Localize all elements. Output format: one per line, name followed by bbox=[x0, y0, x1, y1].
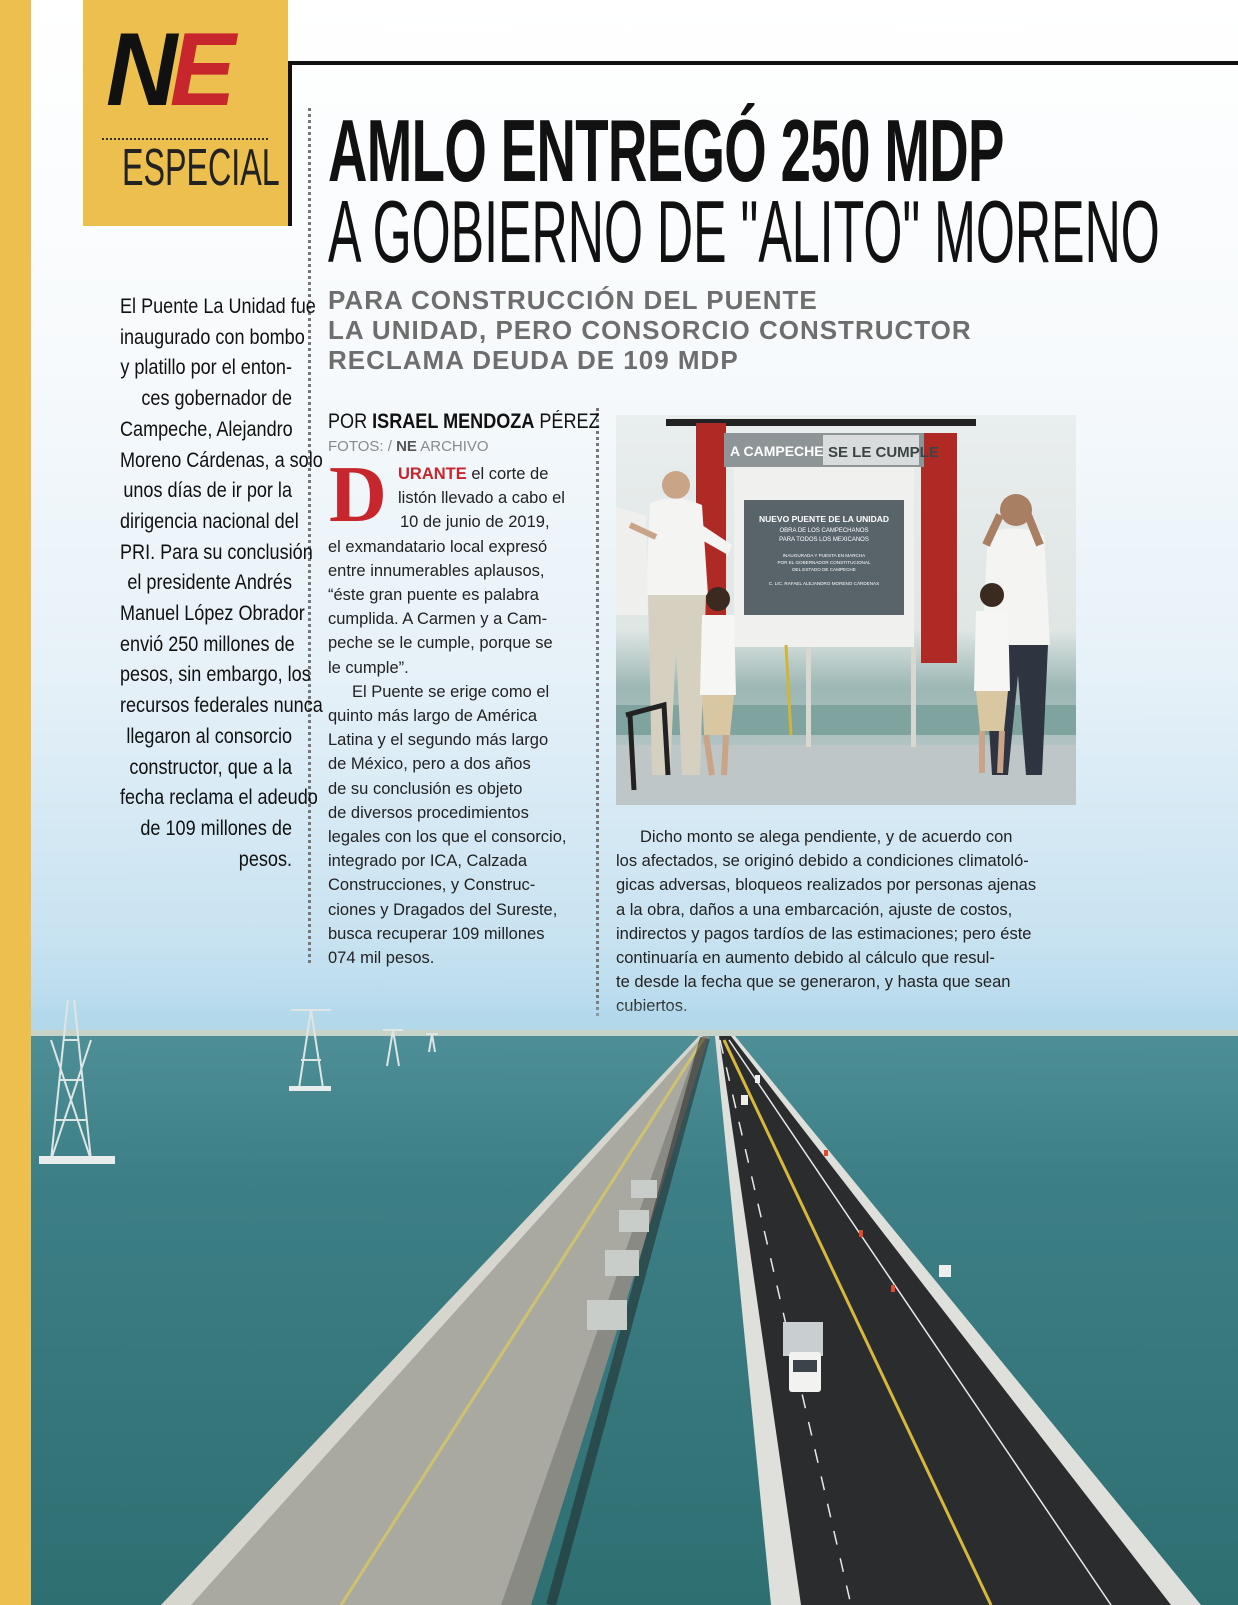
svg-text:OBRA DE LOS CAMPECHANOS: OBRA DE LOS CAMPECHANOS bbox=[779, 528, 869, 534]
svg-text:INAUGURADA Y PUESTA EN MARCHA: INAUGURADA Y PUESTA EN MARCHA bbox=[782, 553, 866, 558]
bridge-aerial-photo bbox=[31, 1000, 1238, 1605]
header-rule bbox=[288, 61, 1238, 65]
ne-logo: NE bbox=[106, 12, 229, 128]
subheadline-line: RECLAMA DEUDA DE 109 MDP bbox=[328, 345, 739, 375]
subheadline bbox=[328, 285, 1028, 375]
drop-cap: D bbox=[329, 451, 387, 539]
article-column-2: Dicho monto se alega pendiente, y de acuerdo con los afectados, se originó debido a condiciones climatoló- gicas adversas, bloqueos realizados por personas ajenas a la obra, daños a una embarcación, ajuste de costos, indirectos y pagos tardíos de las estimaciones; pero éste continuaría en aumento debido al cálculo que resul- te desde la fecha que se generaron, y hasta que sean bbox=[616, 828, 1037, 992]
byline: POR ISRAEL MENDOZA PÉREZ bbox=[328, 410, 600, 433]
section-label: ESPECIAL bbox=[121, 139, 280, 197]
column-divider bbox=[596, 408, 599, 1016]
banner-text-right: SE LE CUMPLE bbox=[828, 444, 939, 461]
plaque-title: NUEVO PUENTE DE LA UNIDAD bbox=[758, 514, 890, 524]
svg-text:PARA TODOS LOS MEXICANOS: PARA TODOS LOS MEXICANOS bbox=[779, 537, 869, 543]
svg-text:DEL ESTADO DE CAMPECHE: DEL ESTADO DE CAMPECHE bbox=[792, 567, 856, 572]
svg-text:POR EL GOBERNADOR CONSTITUCION: POR EL GOBERNADOR CONSTITUCIONAL bbox=[777, 560, 871, 565]
column-divider bbox=[308, 108, 311, 963]
banner-text-left: A CAMPECHE bbox=[730, 443, 824, 459]
svg-text:C. LIC. RAFAEL ALEJANDRO MOREN: C. LIC. RAFAEL ALEJANDRO MORENO CÁRDENAS bbox=[768, 581, 880, 586]
header-rule-vertical bbox=[288, 61, 292, 226]
headline-line-2: A GOBIERNO DE "ALITO" MORENO bbox=[328, 182, 1160, 281]
article-column-1: URANTE el corte de listón llevado a cabo el 10 de junio de 2019, el exmandatario local expresó entre innumerables aplausos, “éste gran puente es palabra cumplida. A Carmen y a Cam- peche se le cumple, porque se le cumple”. El Puente se erige como el quinto más largo de América Latina y el segundo más largo de México, pero a dos años de su conclusión es objeto de diversos procedimientos legales con los que el consorcio, integrado por ICA, Calzada Construcciones, y Construc- ciones y Dragados del Sureste, busca recuperar 109 millones 074 mil pesos. bbox=[328, 465, 567, 968]
inauguration-photo bbox=[616, 415, 1076, 805]
photo-credit: FOTOS: / NE ARCHIVO bbox=[328, 438, 489, 455]
left-gold-bar bbox=[0, 0, 31, 1605]
subheadline-line: LA UNIDAD, PERO CONSORCIO CONSTRUCTOR bbox=[328, 315, 972, 345]
sidebar-summary: El Puente La Unidad fue inaugurado con bombo y platillo por el enton- ces gobernador de Campeche, Alejandro Moreno Cárdenas, a solo unos días de ir por la dirigencia nacional del PRI. Para su conclusión el presidente Andrés Manuel López Obrador envió 250 millones de pesos, sin embargo, los recursos federales nunca llegaron al consorcio constructor, que a la fecha reclama el adeudo de 109 millones de pesos. bbox=[120, 295, 323, 871]
headline-line-1: AMLO ENTREGÓ 250 MDP bbox=[328, 101, 1004, 200]
subheadline-line: PARA CONSTRUCCIÓN DEL PUENTE bbox=[328, 285, 818, 315]
